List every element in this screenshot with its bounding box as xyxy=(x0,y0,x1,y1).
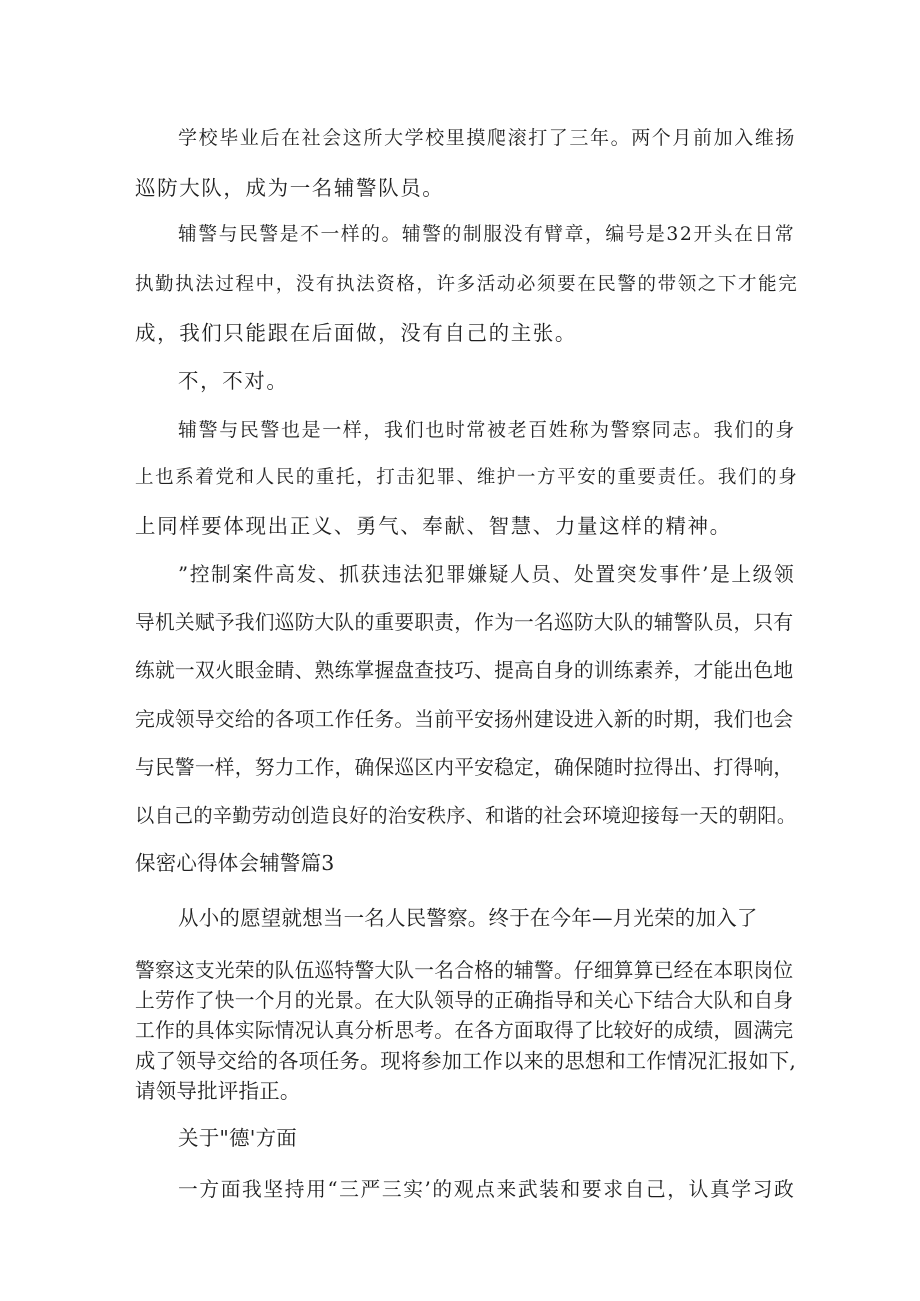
paragraph-line: 上劳作了快一个月的光景。在大队领导的正确指导和关心下结合大队和自身 xyxy=(135,989,794,1012)
paragraph-line: 不，不对。 xyxy=(178,369,289,393)
subsection-heading: 关于"德'方面 xyxy=(178,1126,297,1150)
paragraph-line: 上也系着党和人民的重托，打击犯罪、维护一方平安的重要责任。我们的身 xyxy=(135,467,799,488)
paragraph-line: 警察这支光荣的队伍巡特警大队一名合格的辅警。仔细算算已经在本职岗位 xyxy=(135,959,794,982)
paragraph-line: 执勤执法过程中，没有执法资格，许多活动必须要在民警的带领之下才能完 xyxy=(135,274,799,295)
paragraph-line: 成了领导交给的各项任务。现将参加工作以来的思想和工作情况汇报如下, xyxy=(135,1049,797,1073)
paragraph-line: 辅警与民警也是一样，我们也时常被老百姓称为警察同志。我们的身 xyxy=(178,419,797,441)
paragraph-line: 导机关赋予我们巡防大队的重要职责，作为一名巡防大队的辅警队员，只有 xyxy=(135,611,794,634)
paragraph-line: 上同样要体现出正义、勇气、奉献、智慧、力量这样的精神。 xyxy=(135,514,732,538)
paragraph-line: 一方面我坚持用“三严三实’的观点来武装和要求自己，认真学习政 xyxy=(178,1178,796,1201)
paragraph-line: 从小的愿望就想当一名人民警察。终于在今年—月光荣的加入了 xyxy=(178,906,758,930)
paragraph-line: 与民警一样，努力工作，确保巡区内平安稳定，确保随时拉得出、打得响， xyxy=(135,756,794,779)
paragraph-line: 请领导批评指正。 xyxy=(135,1079,301,1103)
paragraph-line: 以自己的辛勤劳动创造良好的治安秩序、和谐的社会环境迎接每一天的朝阳。 xyxy=(135,804,797,827)
paragraph-line: 完成领导交给的各项工作任务。当前平安扬州建设进入新的时期，我们也会 xyxy=(135,708,794,731)
paragraph-line: 巡防大队，成为一名辅警队员。 xyxy=(135,176,445,200)
paragraph-line: ”控制案件高发、抓获违法犯罪嫌疑人员、处置突发事件’是上级领 xyxy=(178,563,796,586)
paragraph-line: 练就一双火眼金睛、熟练掌握盘查技巧、提高自身的训练素养，才能出色地 xyxy=(135,659,794,682)
paragraph-line: 辅警与民警是不一样的。辅警的制服没有臂章，编号是32开头在日常 xyxy=(178,224,796,245)
paragraph-line: 成，我们只能跟在后面做，没有自己的主张。 xyxy=(135,321,577,345)
paragraph-line: 学校毕业后在社会这所大学校里摸爬滚打了三年。两个月前加入维扬 xyxy=(178,127,797,149)
section-heading: 保密心得体会辅警篇3 xyxy=(135,851,335,875)
paragraph-line: 工作的具体实际情况认真分析思考。在各方面取得了比较好的成绩，圆满完 xyxy=(135,1019,794,1042)
